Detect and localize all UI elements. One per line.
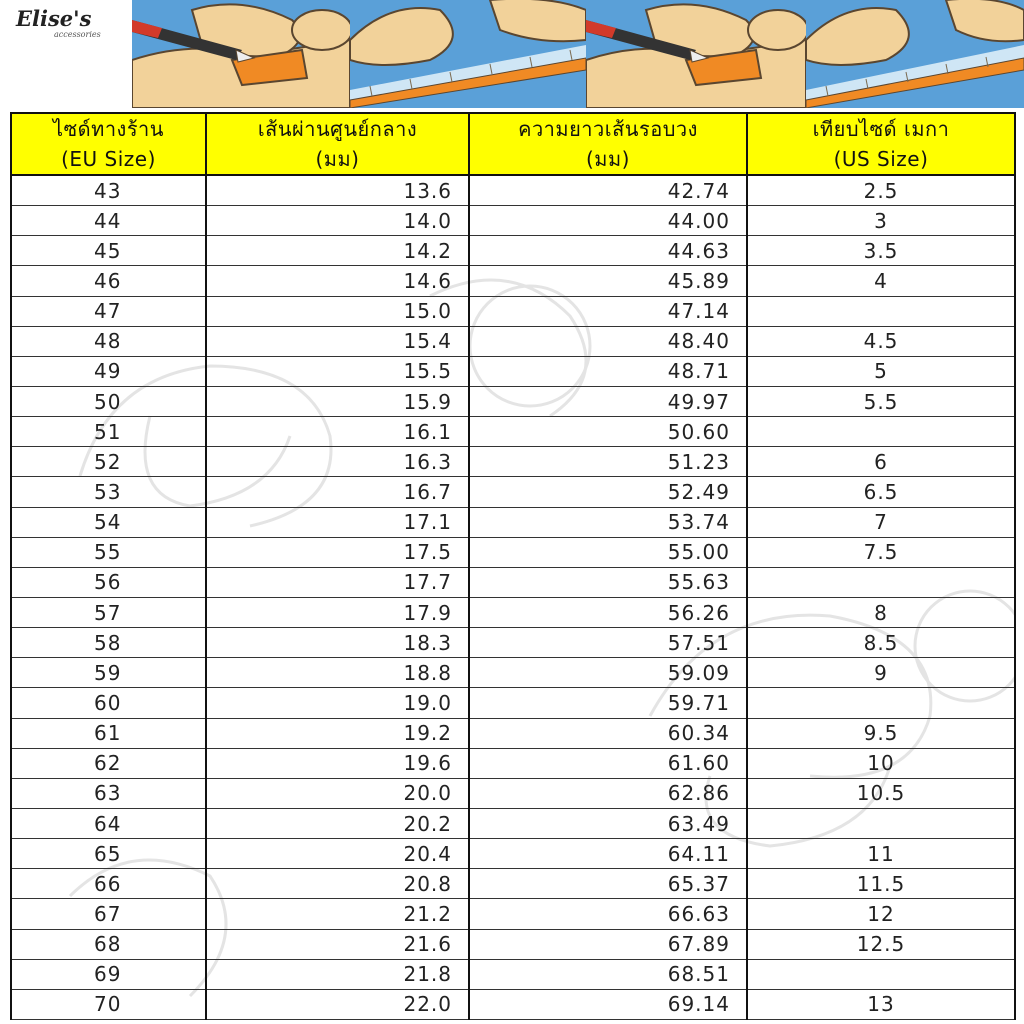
table-row bbox=[11, 236, 1015, 266]
cell-diameter: 16.7 bbox=[206, 477, 469, 507]
cell-us-size: 10 bbox=[747, 748, 1015, 778]
table-row bbox=[11, 567, 1015, 597]
cell-diameter: 14.6 bbox=[206, 266, 469, 296]
cell-diameter: 15.4 bbox=[206, 326, 469, 356]
cell-diameter: 19.0 bbox=[206, 688, 469, 718]
table-row bbox=[11, 326, 1015, 356]
cell-diameter: 18.8 bbox=[206, 658, 469, 688]
cell-circumference: 64.11 bbox=[469, 839, 747, 869]
table-row bbox=[11, 628, 1015, 658]
table-row bbox=[11, 718, 1015, 748]
cell-eu-size: 45 bbox=[11, 236, 206, 266]
cell-diameter: 20.8 bbox=[206, 869, 469, 899]
measuring-illustration-1 bbox=[132, 0, 350, 108]
cell-us-size: 12 bbox=[747, 899, 1015, 929]
cell-circumference: 67.89 bbox=[469, 929, 747, 959]
cell-diameter: 16.1 bbox=[206, 417, 469, 447]
cell-eu-size: 51 bbox=[11, 417, 206, 447]
cell-diameter: 20.0 bbox=[206, 778, 469, 808]
ruler-illustration-2 bbox=[806, 0, 1024, 108]
cell-eu-size: 55 bbox=[11, 537, 206, 567]
cell-eu-size: 48 bbox=[11, 326, 206, 356]
header-us-size-line1: เทียบไซด์ เมกา bbox=[812, 117, 950, 141]
table-row bbox=[11, 386, 1015, 416]
header-eu-size-line1: ไซด์ทางร้าน bbox=[53, 117, 164, 141]
header-eu-size bbox=[11, 113, 206, 175]
cell-eu-size: 47 bbox=[11, 296, 206, 326]
cell-eu-size: 50 bbox=[11, 386, 206, 416]
cell-circumference: 45.89 bbox=[469, 266, 747, 296]
cell-eu-size: 61 bbox=[11, 718, 206, 748]
table-row bbox=[11, 808, 1015, 838]
table-row bbox=[11, 778, 1015, 808]
logo-subtext: accessories bbox=[54, 30, 101, 39]
cell-us-size: 7.5 bbox=[747, 537, 1015, 567]
cell-eu-size: 44 bbox=[11, 206, 206, 236]
cell-us-size: 7 bbox=[747, 507, 1015, 537]
table-row bbox=[11, 929, 1015, 959]
cell-diameter: 20.2 bbox=[206, 808, 469, 838]
cell-eu-size: 43 bbox=[11, 175, 206, 206]
cell-us-size bbox=[747, 688, 1015, 718]
cell-diameter: 20.4 bbox=[206, 839, 469, 869]
cell-diameter: 17.7 bbox=[206, 567, 469, 597]
cell-circumference: 63.49 bbox=[469, 808, 747, 838]
table-row bbox=[11, 175, 1015, 206]
table-row bbox=[11, 658, 1015, 688]
cell-us-size bbox=[747, 808, 1015, 838]
table-row bbox=[11, 537, 1015, 567]
logo-text: Elise's bbox=[16, 6, 92, 31]
header-diameter-line2: (มม) bbox=[315, 147, 360, 171]
cell-us-size: 11.5 bbox=[747, 869, 1015, 899]
table-row bbox=[11, 597, 1015, 627]
cell-diameter: 19.2 bbox=[206, 718, 469, 748]
cell-circumference: 50.60 bbox=[469, 417, 747, 447]
measuring-illustration-2 bbox=[586, 0, 806, 108]
cell-us-size: 2.5 bbox=[747, 175, 1015, 206]
cell-eu-size: 56 bbox=[11, 567, 206, 597]
cell-diameter: 16.3 bbox=[206, 447, 469, 477]
cell-us-size: 8 bbox=[747, 597, 1015, 627]
cell-diameter: 19.6 bbox=[206, 748, 469, 778]
header-row bbox=[11, 113, 1015, 175]
brand-logo bbox=[0, 0, 132, 108]
cell-circumference: 60.34 bbox=[469, 718, 747, 748]
cell-eu-size: 70 bbox=[11, 989, 206, 1019]
cell-diameter: 15.9 bbox=[206, 386, 469, 416]
cell-diameter: 15.5 bbox=[206, 356, 469, 386]
table-row bbox=[11, 839, 1015, 869]
cell-diameter: 14.0 bbox=[206, 206, 469, 236]
cell-eu-size: 52 bbox=[11, 447, 206, 477]
table-row bbox=[11, 296, 1015, 326]
header-us-size bbox=[747, 113, 1015, 175]
table-row bbox=[11, 356, 1015, 386]
cell-diameter: 21.6 bbox=[206, 929, 469, 959]
cell-circumference: 48.71 bbox=[469, 356, 747, 386]
table-row bbox=[11, 417, 1015, 447]
cell-us-size: 3 bbox=[747, 206, 1015, 236]
cell-us-size bbox=[747, 959, 1015, 989]
cell-eu-size: 63 bbox=[11, 778, 206, 808]
cell-eu-size: 54 bbox=[11, 507, 206, 537]
cell-us-size: 9 bbox=[747, 658, 1015, 688]
cell-us-size: 4.5 bbox=[747, 326, 1015, 356]
cell-us-size bbox=[747, 417, 1015, 447]
cell-diameter: 17.9 bbox=[206, 597, 469, 627]
cell-us-size bbox=[747, 296, 1015, 326]
cell-circumference: 49.97 bbox=[469, 386, 747, 416]
table-row bbox=[11, 989, 1015, 1019]
header-diameter bbox=[206, 113, 469, 175]
cell-circumference: 42.74 bbox=[469, 175, 747, 206]
cell-eu-size: 65 bbox=[11, 839, 206, 869]
cell-us-size: 3.5 bbox=[747, 236, 1015, 266]
cell-circumference: 55.00 bbox=[469, 537, 747, 567]
cell-eu-size: 69 bbox=[11, 959, 206, 989]
table-row bbox=[11, 688, 1015, 718]
cell-us-size: 9.5 bbox=[747, 718, 1015, 748]
table-row bbox=[11, 447, 1015, 477]
table-row bbox=[11, 266, 1015, 296]
cell-us-size: 10.5 bbox=[747, 778, 1015, 808]
cell-eu-size: 59 bbox=[11, 658, 206, 688]
ruler-illustration-1 bbox=[350, 0, 586, 108]
cell-circumference: 51.23 bbox=[469, 447, 747, 477]
table-row bbox=[11, 507, 1015, 537]
header-circumference bbox=[469, 113, 747, 175]
cell-eu-size: 49 bbox=[11, 356, 206, 386]
cell-circumference: 56.26 bbox=[469, 597, 747, 627]
cell-circumference: 59.71 bbox=[469, 688, 747, 718]
cell-us-size: 6 bbox=[747, 447, 1015, 477]
cell-eu-size: 57 bbox=[11, 597, 206, 627]
cell-circumference: 61.60 bbox=[469, 748, 747, 778]
cell-eu-size: 66 bbox=[11, 869, 206, 899]
cell-circumference: 44.00 bbox=[469, 206, 747, 236]
table-row bbox=[11, 748, 1015, 778]
header-circumference-line2: (มม) bbox=[586, 147, 630, 171]
table-row bbox=[11, 206, 1015, 236]
cell-diameter: 21.2 bbox=[206, 899, 469, 929]
cell-circumference: 57.51 bbox=[469, 628, 747, 658]
ring-size-table bbox=[10, 112, 1016, 1020]
cell-us-size: 11 bbox=[747, 839, 1015, 869]
cell-diameter: 14.2 bbox=[206, 236, 469, 266]
cell-circumference: 53.74 bbox=[469, 507, 747, 537]
cell-circumference: 59.09 bbox=[469, 658, 747, 688]
cell-us-size: 6.5 bbox=[747, 477, 1015, 507]
table-row bbox=[11, 869, 1015, 899]
cell-eu-size: 60 bbox=[11, 688, 206, 718]
cell-eu-size: 46 bbox=[11, 266, 206, 296]
cell-eu-size: 64 bbox=[11, 808, 206, 838]
cell-diameter: 13.6 bbox=[206, 175, 469, 206]
cell-circumference: 68.51 bbox=[469, 959, 747, 989]
cell-eu-size: 67 bbox=[11, 899, 206, 929]
cell-eu-size: 62 bbox=[11, 748, 206, 778]
cell-circumference: 52.49 bbox=[469, 477, 747, 507]
cell-us-size: 13 bbox=[747, 989, 1015, 1019]
cell-diameter: 18.3 bbox=[206, 628, 469, 658]
cell-circumference: 47.14 bbox=[469, 296, 747, 326]
table-body bbox=[11, 175, 1015, 1020]
cell-diameter: 21.8 bbox=[206, 959, 469, 989]
cell-us-size: 8.5 bbox=[747, 628, 1015, 658]
header-circumference-line1: ความยาวเส้นรอบวง bbox=[518, 117, 698, 141]
cell-eu-size: 53 bbox=[11, 477, 206, 507]
table-row bbox=[11, 959, 1015, 989]
cell-us-size: 12.5 bbox=[747, 929, 1015, 959]
cell-diameter: 17.1 bbox=[206, 507, 469, 537]
header-us-size-line2: (US Size) bbox=[833, 147, 929, 171]
cell-us-size: 5.5 bbox=[747, 386, 1015, 416]
cell-circumference: 44.63 bbox=[469, 236, 747, 266]
cell-us-size: 4 bbox=[747, 266, 1015, 296]
table-row bbox=[11, 477, 1015, 507]
cell-circumference: 62.86 bbox=[469, 778, 747, 808]
cell-diameter: 17.5 bbox=[206, 537, 469, 567]
table-row bbox=[11, 899, 1015, 929]
header-diameter-line1: เส้นผ่านศูนย์กลาง bbox=[257, 117, 418, 141]
header-eu-size-line2: (EU Size) bbox=[61, 147, 156, 171]
cell-circumference: 48.40 bbox=[469, 326, 747, 356]
cell-diameter: 22.0 bbox=[206, 989, 469, 1019]
cell-diameter: 15.0 bbox=[206, 296, 469, 326]
banner bbox=[0, 0, 1024, 108]
cell-circumference: 55.63 bbox=[469, 567, 747, 597]
cell-circumference: 69.14 bbox=[469, 989, 747, 1019]
cell-circumference: 66.63 bbox=[469, 899, 747, 929]
cell-eu-size: 68 bbox=[11, 929, 206, 959]
cell-eu-size: 58 bbox=[11, 628, 206, 658]
cell-us-size bbox=[747, 567, 1015, 597]
cell-us-size: 5 bbox=[747, 356, 1015, 386]
cell-circumference: 65.37 bbox=[469, 869, 747, 899]
